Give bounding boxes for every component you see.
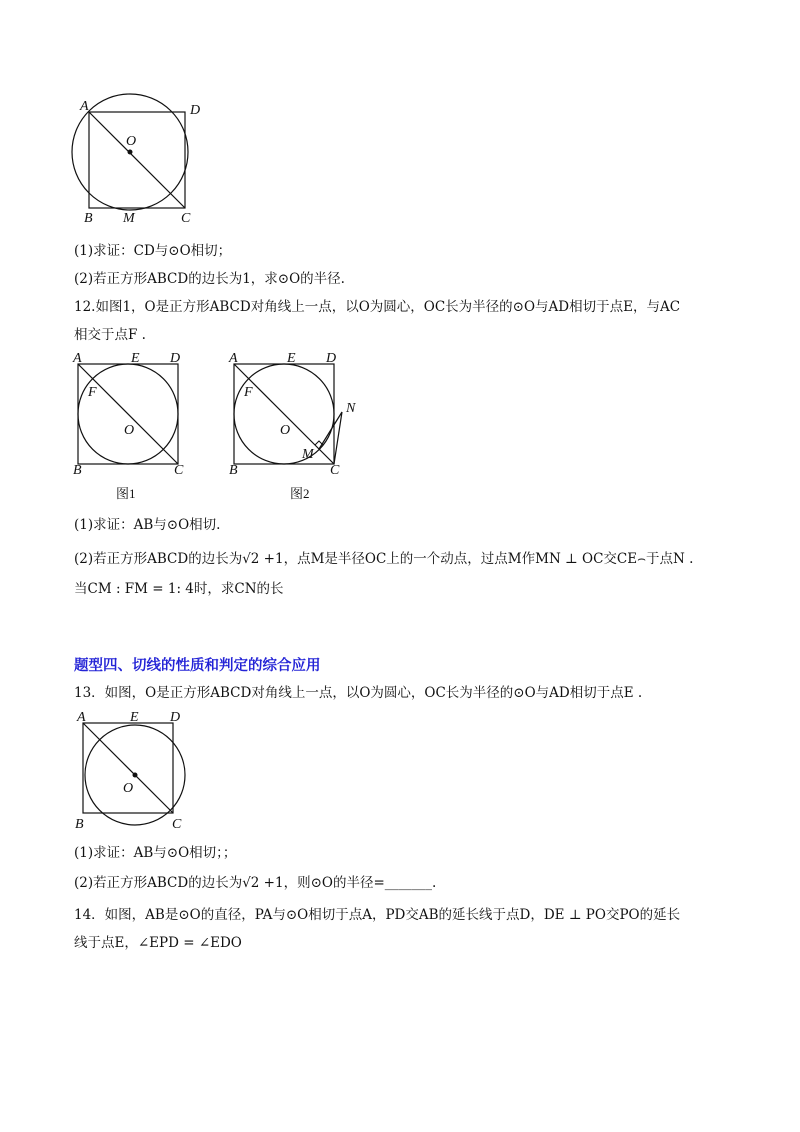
label-B: B bbox=[73, 463, 82, 478]
label-D: D bbox=[326, 351, 337, 366]
label-B: B bbox=[84, 211, 93, 226]
label-O: O bbox=[123, 781, 134, 796]
figure-q12-2 bbox=[222, 350, 372, 502]
figure-caption: 图1 bbox=[116, 486, 136, 501]
label-F: F bbox=[88, 385, 97, 400]
label-A: A bbox=[77, 710, 86, 725]
label-E: E bbox=[131, 351, 140, 366]
label-C: C bbox=[174, 463, 184, 478]
label-E: E bbox=[130, 710, 139, 725]
label-B: B bbox=[75, 817, 84, 832]
label-A: A bbox=[229, 351, 238, 366]
label-A: A bbox=[73, 351, 82, 366]
label-M: M bbox=[123, 211, 135, 226]
label-E: E bbox=[287, 351, 296, 366]
label-D: D bbox=[170, 710, 181, 725]
q12-part2: (2)若正方形ABCD的边长为√2 +1，点M是半径OC上的一个动点，过点M作MN ⊥ OC交CE⌢于点N . bbox=[74, 551, 694, 567]
label-O: O bbox=[280, 423, 291, 438]
q12-line2: 相交于点F . bbox=[74, 327, 146, 343]
label-C: C bbox=[181, 211, 191, 226]
label-A: A bbox=[80, 99, 89, 114]
q11-part1: (1)求证：CD与⊙O相切； bbox=[74, 243, 232, 259]
figure-q11 bbox=[60, 92, 210, 228]
label-D: D bbox=[190, 103, 201, 118]
q12-line1: 12.如图1，O是正方形ABCD对角线上一点，以O为圆心，OC长为半径的⊙O与AD相切于点E，与AC bbox=[74, 299, 681, 315]
q11-part2: (2)若正方形ABCD的边长为1，求⊙O的半径. bbox=[74, 271, 345, 287]
label-D: D bbox=[170, 351, 181, 366]
label-C: C bbox=[330, 463, 340, 478]
q13-line1: 13．如图，O是正方形ABCD对角线上一点，以O为圆心，OC长为半径的⊙O与AD相切于点E . bbox=[74, 685, 643, 701]
figure-caption: 图2 bbox=[290, 486, 310, 501]
q13-part1: (1)求证：AB与⊙O相切；； bbox=[74, 845, 237, 861]
figure-q12-1 bbox=[66, 350, 196, 502]
label-M: M bbox=[302, 447, 314, 462]
figure-q13 bbox=[66, 708, 196, 832]
q12-part3: 当CM : FM = 1: 4时，求CN的长 bbox=[74, 581, 284, 597]
label-O: O bbox=[126, 134, 137, 149]
label-N: N bbox=[346, 401, 356, 416]
label-O: O bbox=[124, 423, 135, 438]
q14-line1: 14．如图，AB是⊙O的直径，PA与⊙O相切于点A，PD交AB的延长线于点D，DE ⊥ PO交PO的延长 bbox=[74, 907, 681, 923]
q12-part1: (1)求证：AB与⊙O相切. bbox=[74, 517, 221, 533]
label-F: F bbox=[244, 385, 253, 400]
q13-part2: (2)若正方形ABCD的边长为√2 +1，则⊙O的半径=_______. bbox=[74, 875, 437, 891]
section-heading: 题型四、切线的性质和判定的综合应用 bbox=[74, 658, 321, 674]
label-C: C bbox=[172, 817, 182, 832]
q14-line2: 线于点E，∠EPD = ∠EDO bbox=[74, 935, 242, 951]
label-B: B bbox=[229, 463, 238, 478]
